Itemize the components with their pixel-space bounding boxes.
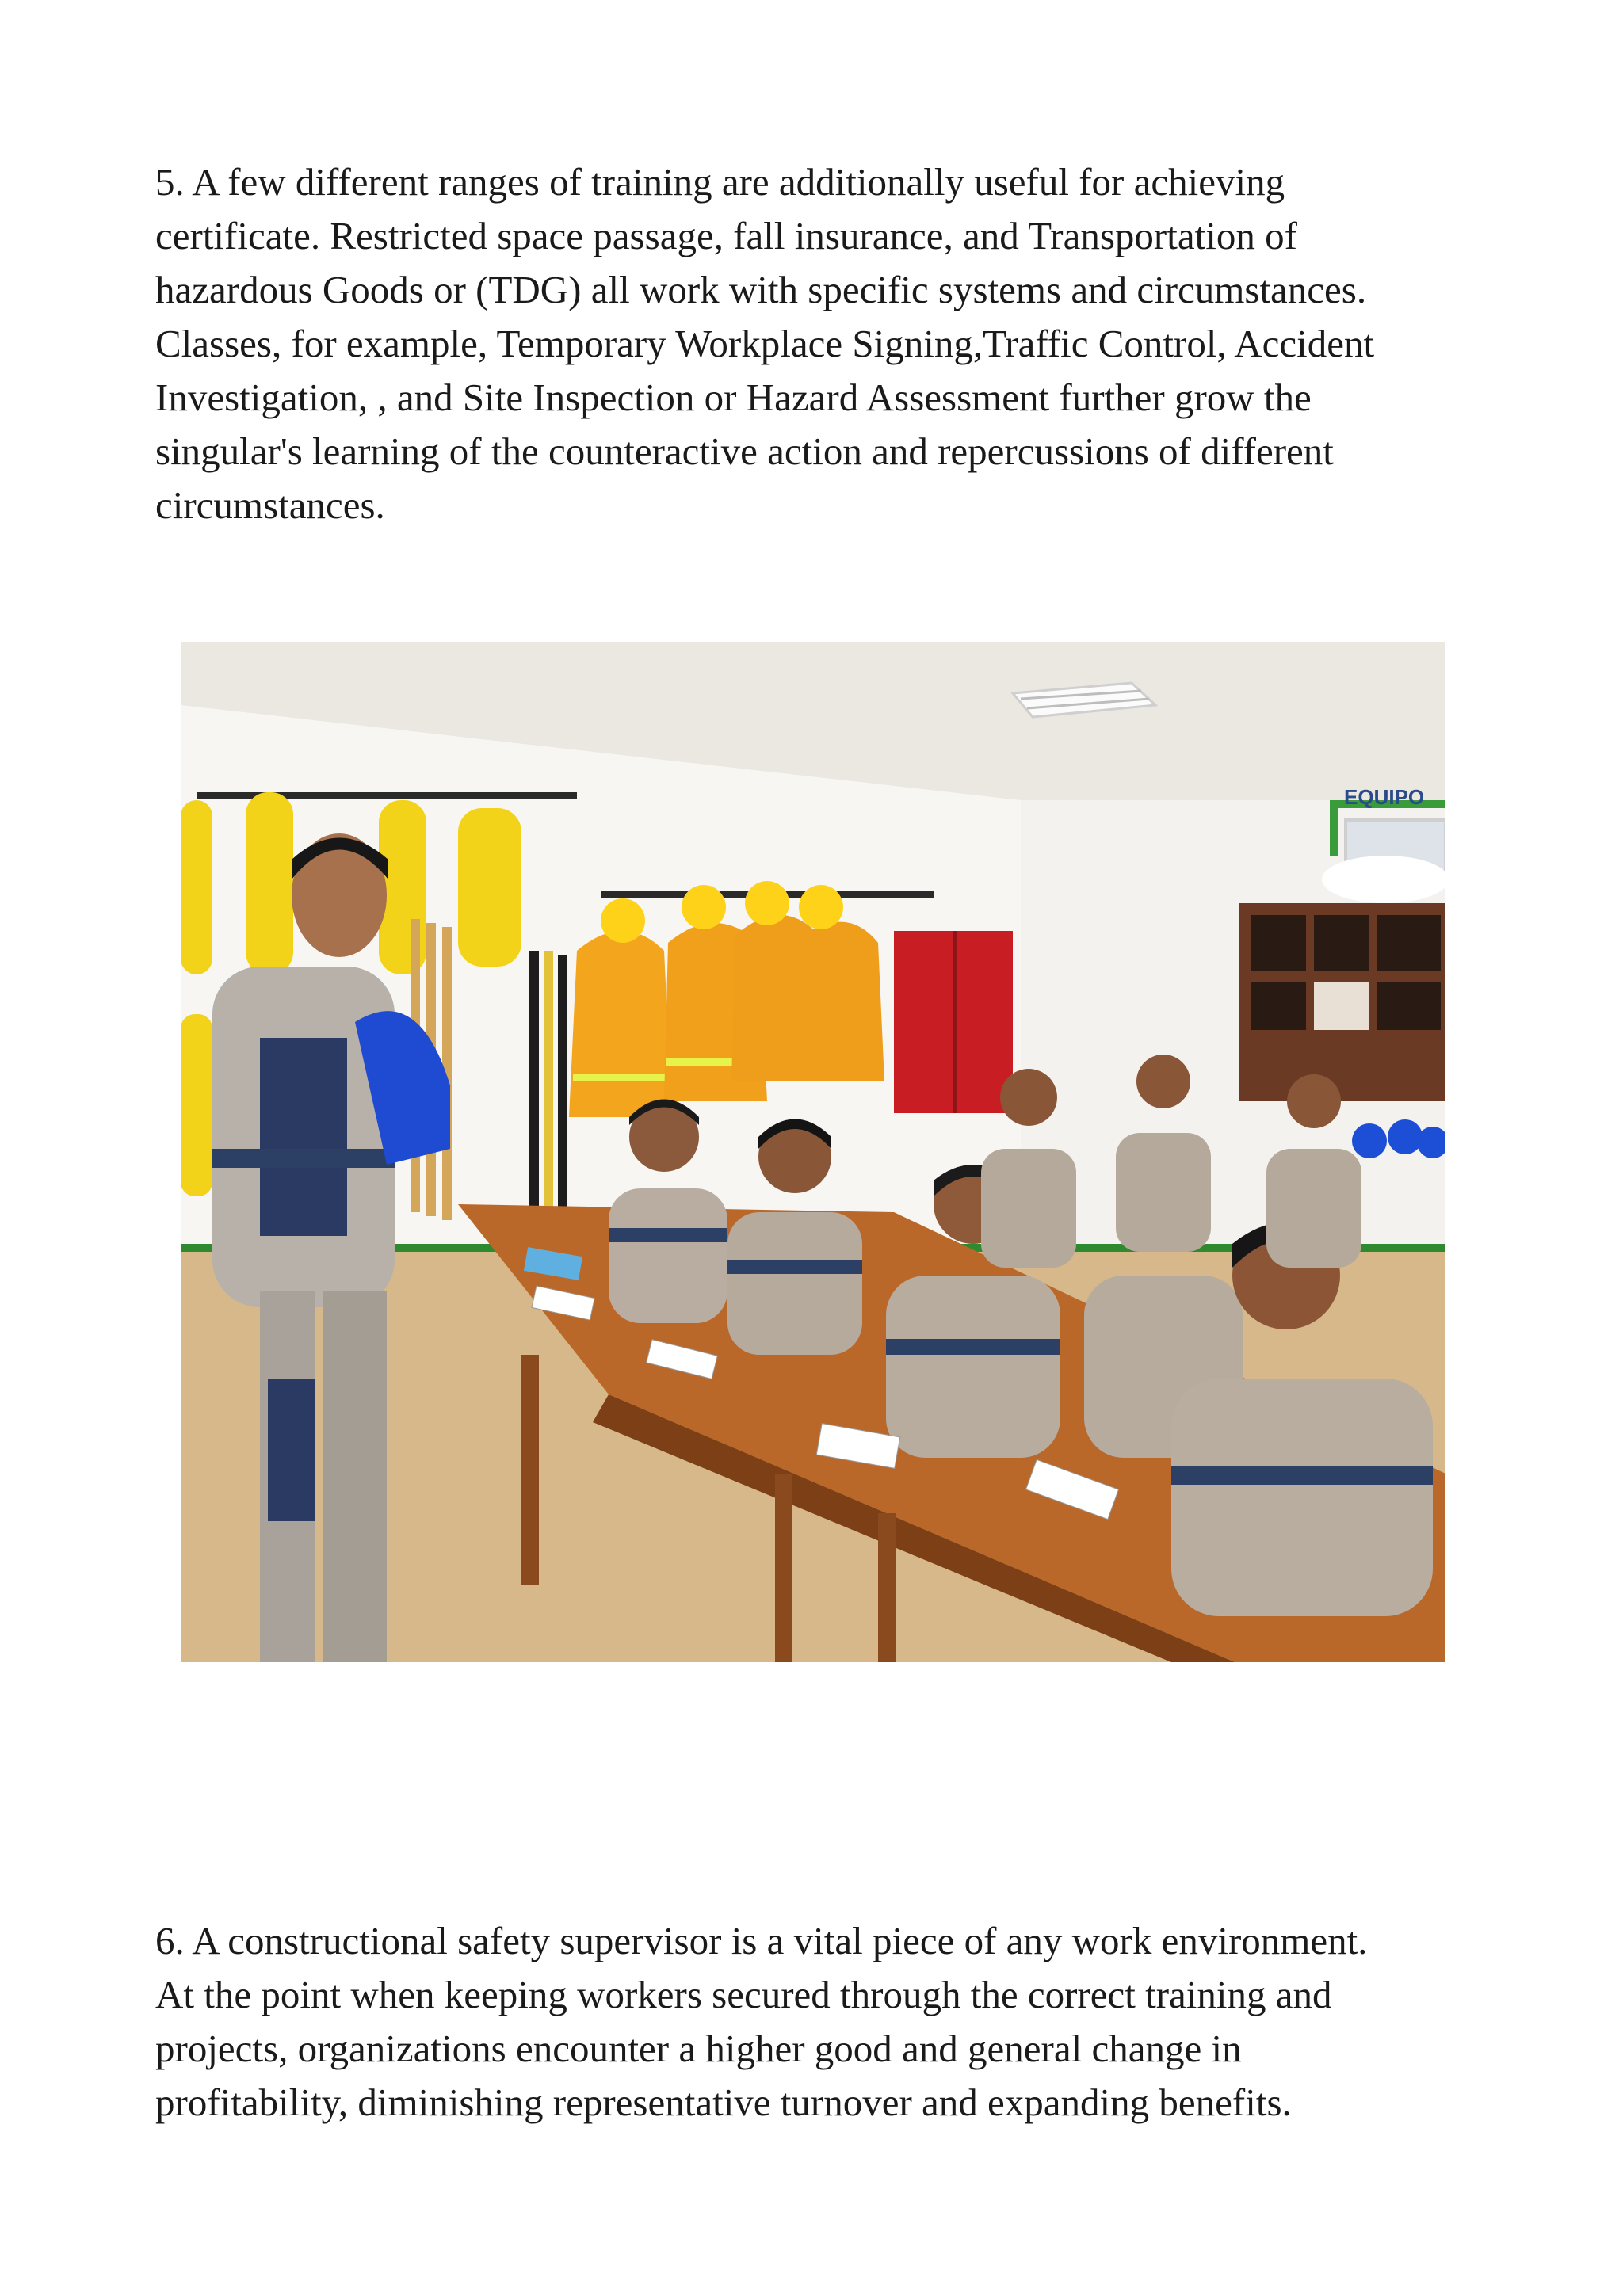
paragraph-line: 5. A few different ranges of training are additionally useful for achieving	[155, 160, 1285, 204]
respirator	[246, 792, 293, 974]
paragraph-line: profitability, diminishing representative turnover and expanding benefits.	[155, 2081, 1292, 2124]
paragraph-6	[155, 1914, 1471, 2130]
fire-jacket	[569, 931, 672, 1117]
paragraph-line: Investigation, , and Site Inspection or Hazard Assessment further grow the	[155, 376, 1312, 419]
paragraph-line: certificate. Restricted space passage, fall insurance, and Transportation of	[155, 214, 1297, 257]
paragraph-line: projects, organizations encounter a higher good and general change in	[155, 2027, 1242, 2070]
paragraph-line: 6. A constructional safety supervisor is a vital piece of any work environment.	[155, 1919, 1368, 1962]
paragraph-5	[155, 155, 1471, 532]
classroom-photo-illustration	[181, 642, 1445, 1662]
wall-sign: EQUIPO	[1344, 785, 1425, 809]
paragraph-line: circumstances.	[155, 483, 385, 527]
paragraph-line: hazardous Goods or (TDG) all work with specific systems and circumstances.	[155, 268, 1367, 311]
paragraph-line: Classes, for example, Temporary Workplace Signing,Traffic Control, Accident	[155, 322, 1375, 365]
classroom-photo	[181, 642, 1445, 1662]
paragraph-line: singular's learning of the counteractive action and repercussions of different	[155, 429, 1334, 473]
paragraph-line: At the point when keeping workers secured through the correct training and	[155, 1973, 1332, 2016]
